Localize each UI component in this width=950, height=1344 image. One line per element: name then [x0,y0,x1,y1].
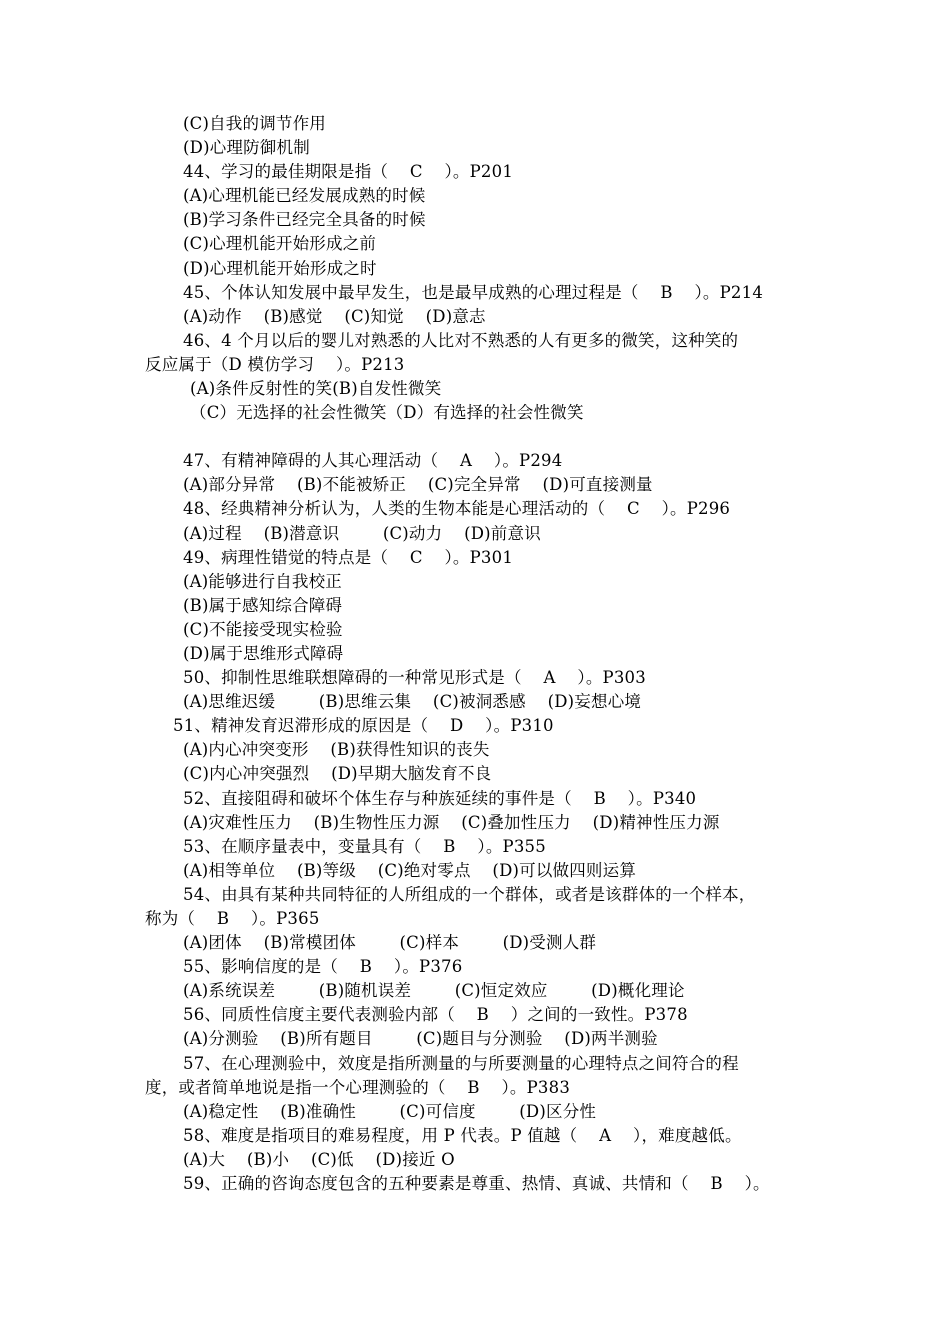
question-line: 48、经典精神分析认为，人类的生物本能是心理活动的（ C ）。P296 [183,499,731,519]
question-line: 58、难度是指项目的难易程度，用 P 代表。P 值越（ A ），难度越低。 [183,1125,742,1145]
option-line: (A)过程 (B)潜意识 (C)动力 (D)前意识 [183,523,541,543]
option-line: (B)学习条件已经完全具备的时候 [183,210,426,230]
blank-line [0,425,950,449]
question-line: 44、学习的最佳期限是指（ C ）。P201 [183,162,514,182]
option-line: (A)系统误差 (B)随机误差 (C)恒定效应 (D)概化理论 [183,981,685,1001]
option-line: (C)心理机能开始形成之前 [183,234,377,254]
question-line: 46、4 个月以后的婴儿对熟悉的人比对不熟悉的人有更多的微笑，这种笑的 [183,330,739,350]
option-line: (A)动作 (B)感觉 (C)知觉 (D)意志 [183,306,486,326]
question-line: 56、同质性信度主要代表测验内部（ B ）之间的一致性。P378 [183,1005,688,1025]
option-line: (A)条件反射性的笑(B)自发性微笑 [190,379,442,399]
option-line: (A)大 (B)小 (C)低 (D)接近 O [183,1149,455,1169]
question-line: 57、在心理测验中，效度是指所测量的与所要测量的心理特点之间符合的程 [183,1053,739,1073]
option-line: (A)内心冲突变形 (B)获得性知识的丧失 [183,740,490,760]
question-line: 53、在顺序量表中，变量具有（ B ）。P355 [183,836,546,856]
option-line: (A)相等单位 (B)等级 (C)绝对零点 (D)可以做四则运算 [183,860,637,880]
question-line: 52、直接阻碍和破坏个体生存与种族延续的事件是（ B ）。P340 [183,788,697,808]
question-line-continued: 称为（ B ）。P365 [145,909,320,928]
option-line: (A)能够进行自我校正 [183,571,342,591]
option-line: (A)部分异常 (B)不能被矫正 (C)完全异常 (D)可直接测量 [183,475,653,495]
question-line: 59、正确的咨询态度包含的五种要素是尊重、热情、真诚、共情和（ B ）。 [183,1174,770,1194]
option-line: (D)心理机能开始形成之时 [183,258,377,278]
question-line: 45、个体认知发展中最早发生，也是最早成熟的心理过程是（ B ）。P214 [183,282,764,302]
option-line: (C)内心冲突强烈 (D)早期大脑发育不良 [183,764,492,784]
option-line: (B)属于感知综合障碍 [183,595,343,615]
option-line: (A)心理机能已经发展成熟的时候 [183,186,426,206]
text-line: (D)心理防御机制 [183,138,310,158]
option-line: (A)稳定性 (B)准确性 (C)可信度 (D)区分性 [183,1101,597,1121]
document-page [0,112,950,1196]
option-line: (A)团体 (B)常模团体 (C)样本 (D)受测人群 [183,933,597,953]
question-line-continued: 度，或者简单地说是指一个心理测验的（ B ）。P383 [145,1077,571,1097]
question-line: 51、精神发育迟滞形成的原因是（ D ）。P310 [173,716,554,736]
question-line: 54、由具有某种共同特征的人所组成的一个群体，或者是该群体的一个样本， [183,884,756,904]
option-line: (D)属于思维形式障碍 [183,643,344,663]
question-line: 50、抑制性思维联想障碍的一种常见形式是（ A ）。P303 [183,668,646,688]
option-line: (A)思维迟缓 (B)思维云集 (C)被洞悉感 (D)妄想心境 [183,692,642,712]
text-line: (C)自我的调节作用 [183,114,326,133]
option-line: (C)不能接受现实检验 [183,619,343,639]
question-line: 47、有精神障碍的人其心理活动（ A ）。P294 [183,451,563,471]
option-line: (A)分测验 (B)所有题目 (C)题目与分测验 (D)两半测验 [183,1029,658,1049]
option-line: （C）无选择的社会性微笑（D）有选择的社会性微笑 [190,403,584,423]
question-line: 55、影响信度的是（ B ）。P376 [183,957,463,977]
question-line-continued: 反应属于（D 模仿学习 ）。P213 [145,354,405,374]
question-line: 49、病理性错觉的特点是（ C ）。P301 [183,547,514,567]
option-line: (A)灾难性压力 (B)生物性压力源 (C)叠加性压力 (D)精神性压力源 [183,812,720,832]
